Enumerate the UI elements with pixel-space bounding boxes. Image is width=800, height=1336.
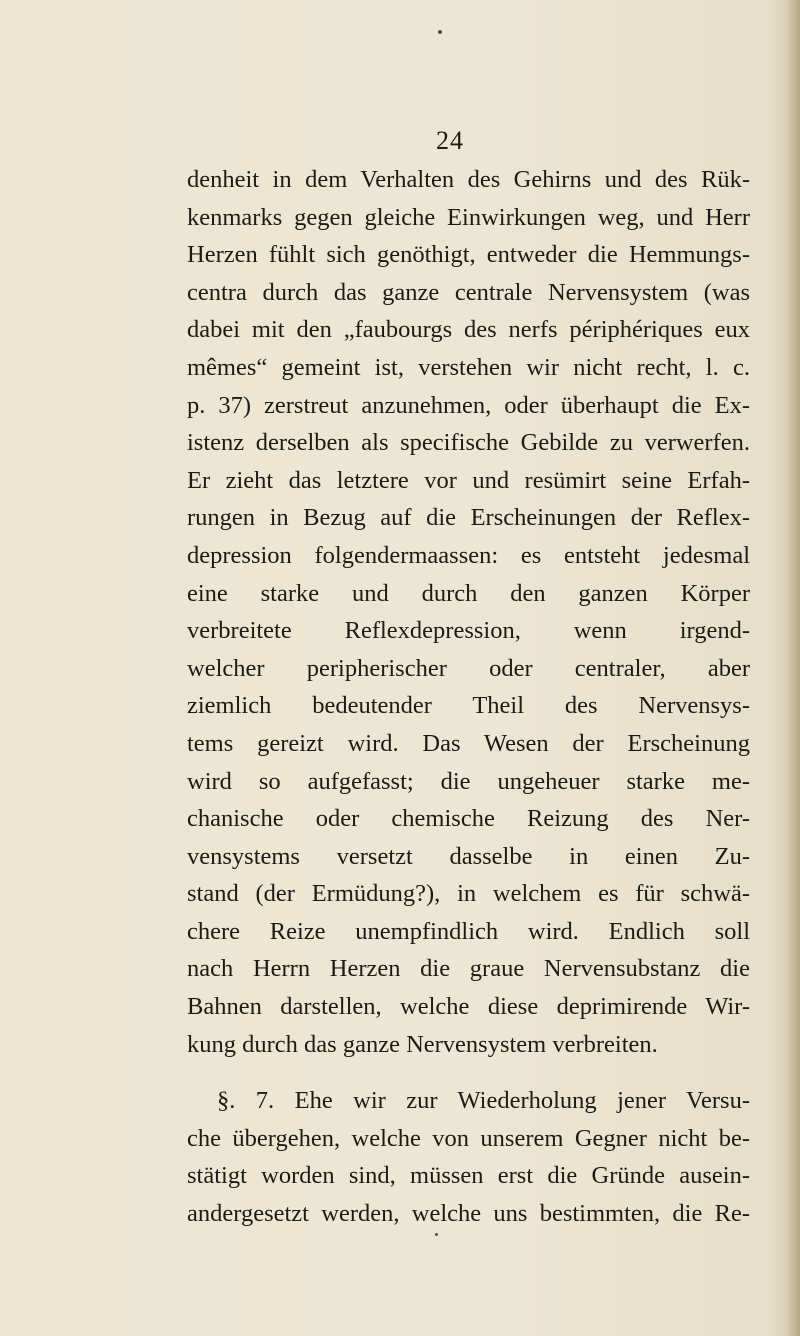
text-line: istenz derselben als specifische Gebilde zu verwerfen. <box>187 429 750 457</box>
text-line: kung durch das ganze Nervensystem verbreiten. <box>187 1030 658 1058</box>
text-line: rungen in Bezug auf die Erscheinungen der Reflex- <box>187 504 750 532</box>
text-line: dabei mit den „faubourgs des nerfs périphériques eux <box>187 316 750 344</box>
text-line: Bahnen darstellen, welche diese deprimirende Wir- <box>187 993 750 1021</box>
text-line: stand (der Ermüdung?), in welchem es für schwä- <box>187 880 750 908</box>
text-line: che übergehen, welche von unserem Gegner nicht be- <box>187 1124 750 1152</box>
text-line: chere Reize unempfindlich wird. Endlich soll <box>187 917 750 945</box>
text-line: depression folgendermaassen: es entsteht jedesmal <box>187 541 750 569</box>
paragraph-gap <box>187 1063 750 1082</box>
text-line: centra durch das ganze centrale Nervensystem (was <box>187 278 750 306</box>
text-line: p. 37) zerstreut anzunehmen, oder überhaupt die Ex- <box>187 391 750 419</box>
text-line: verbreitete Reflexdepression, wenn irgend- <box>187 617 750 645</box>
text-line: andergesetzt werden, welche uns bestimmten, die Re- <box>187 1200 750 1228</box>
page-edge-shadow <box>786 0 800 1336</box>
paper-speck <box>435 1233 438 1236</box>
section-heading-line: §. 7. Ehe wir zur Wiederholung jener Versu- <box>217 1087 750 1115</box>
text-line: nach Herrn Herzen die graue Nervensubstanz die <box>187 955 750 983</box>
text-line: stätigt worden sind, müssen erst die Gründe ausein- <box>187 1162 750 1190</box>
text-line: Er zieht das letztere vor und resümirt seine Erfah- <box>187 466 750 494</box>
text-line: ziemlich bedeutender Theil des Nervensys- <box>187 692 750 720</box>
text-line: vensystems versetzt dasselbe in einen Zu- <box>187 842 750 870</box>
page-number: 24 <box>436 126 464 155</box>
text-line: chanische oder chemische Reizung des Ner- <box>187 805 750 833</box>
text-line: Herzen fühlt sich genöthigt, entweder die Hemmungs- <box>187 241 750 269</box>
text-line: wird so aufgefasst; die ungeheuer starke me- <box>187 767 750 795</box>
text-line: welcher peripherischer oder centraler, aber <box>187 654 750 682</box>
text-line: denheit in dem Verhalten des Gehirns und des Rük- <box>187 166 750 193</box>
paper-speck <box>438 30 442 34</box>
body-text <box>187 161 750 1233</box>
text-line: kenmarks gegen gleiche Einwirkungen weg, und Herr <box>187 203 750 231</box>
text-line: mêmes“ gemeint ist, verstehen wir nicht recht, l. c. <box>187 353 750 381</box>
text-line: tems gereizt wird. Das Wesen der Erscheinung <box>187 729 750 757</box>
text-line: eine starke und durch den ganzen Körper <box>187 579 750 607</box>
